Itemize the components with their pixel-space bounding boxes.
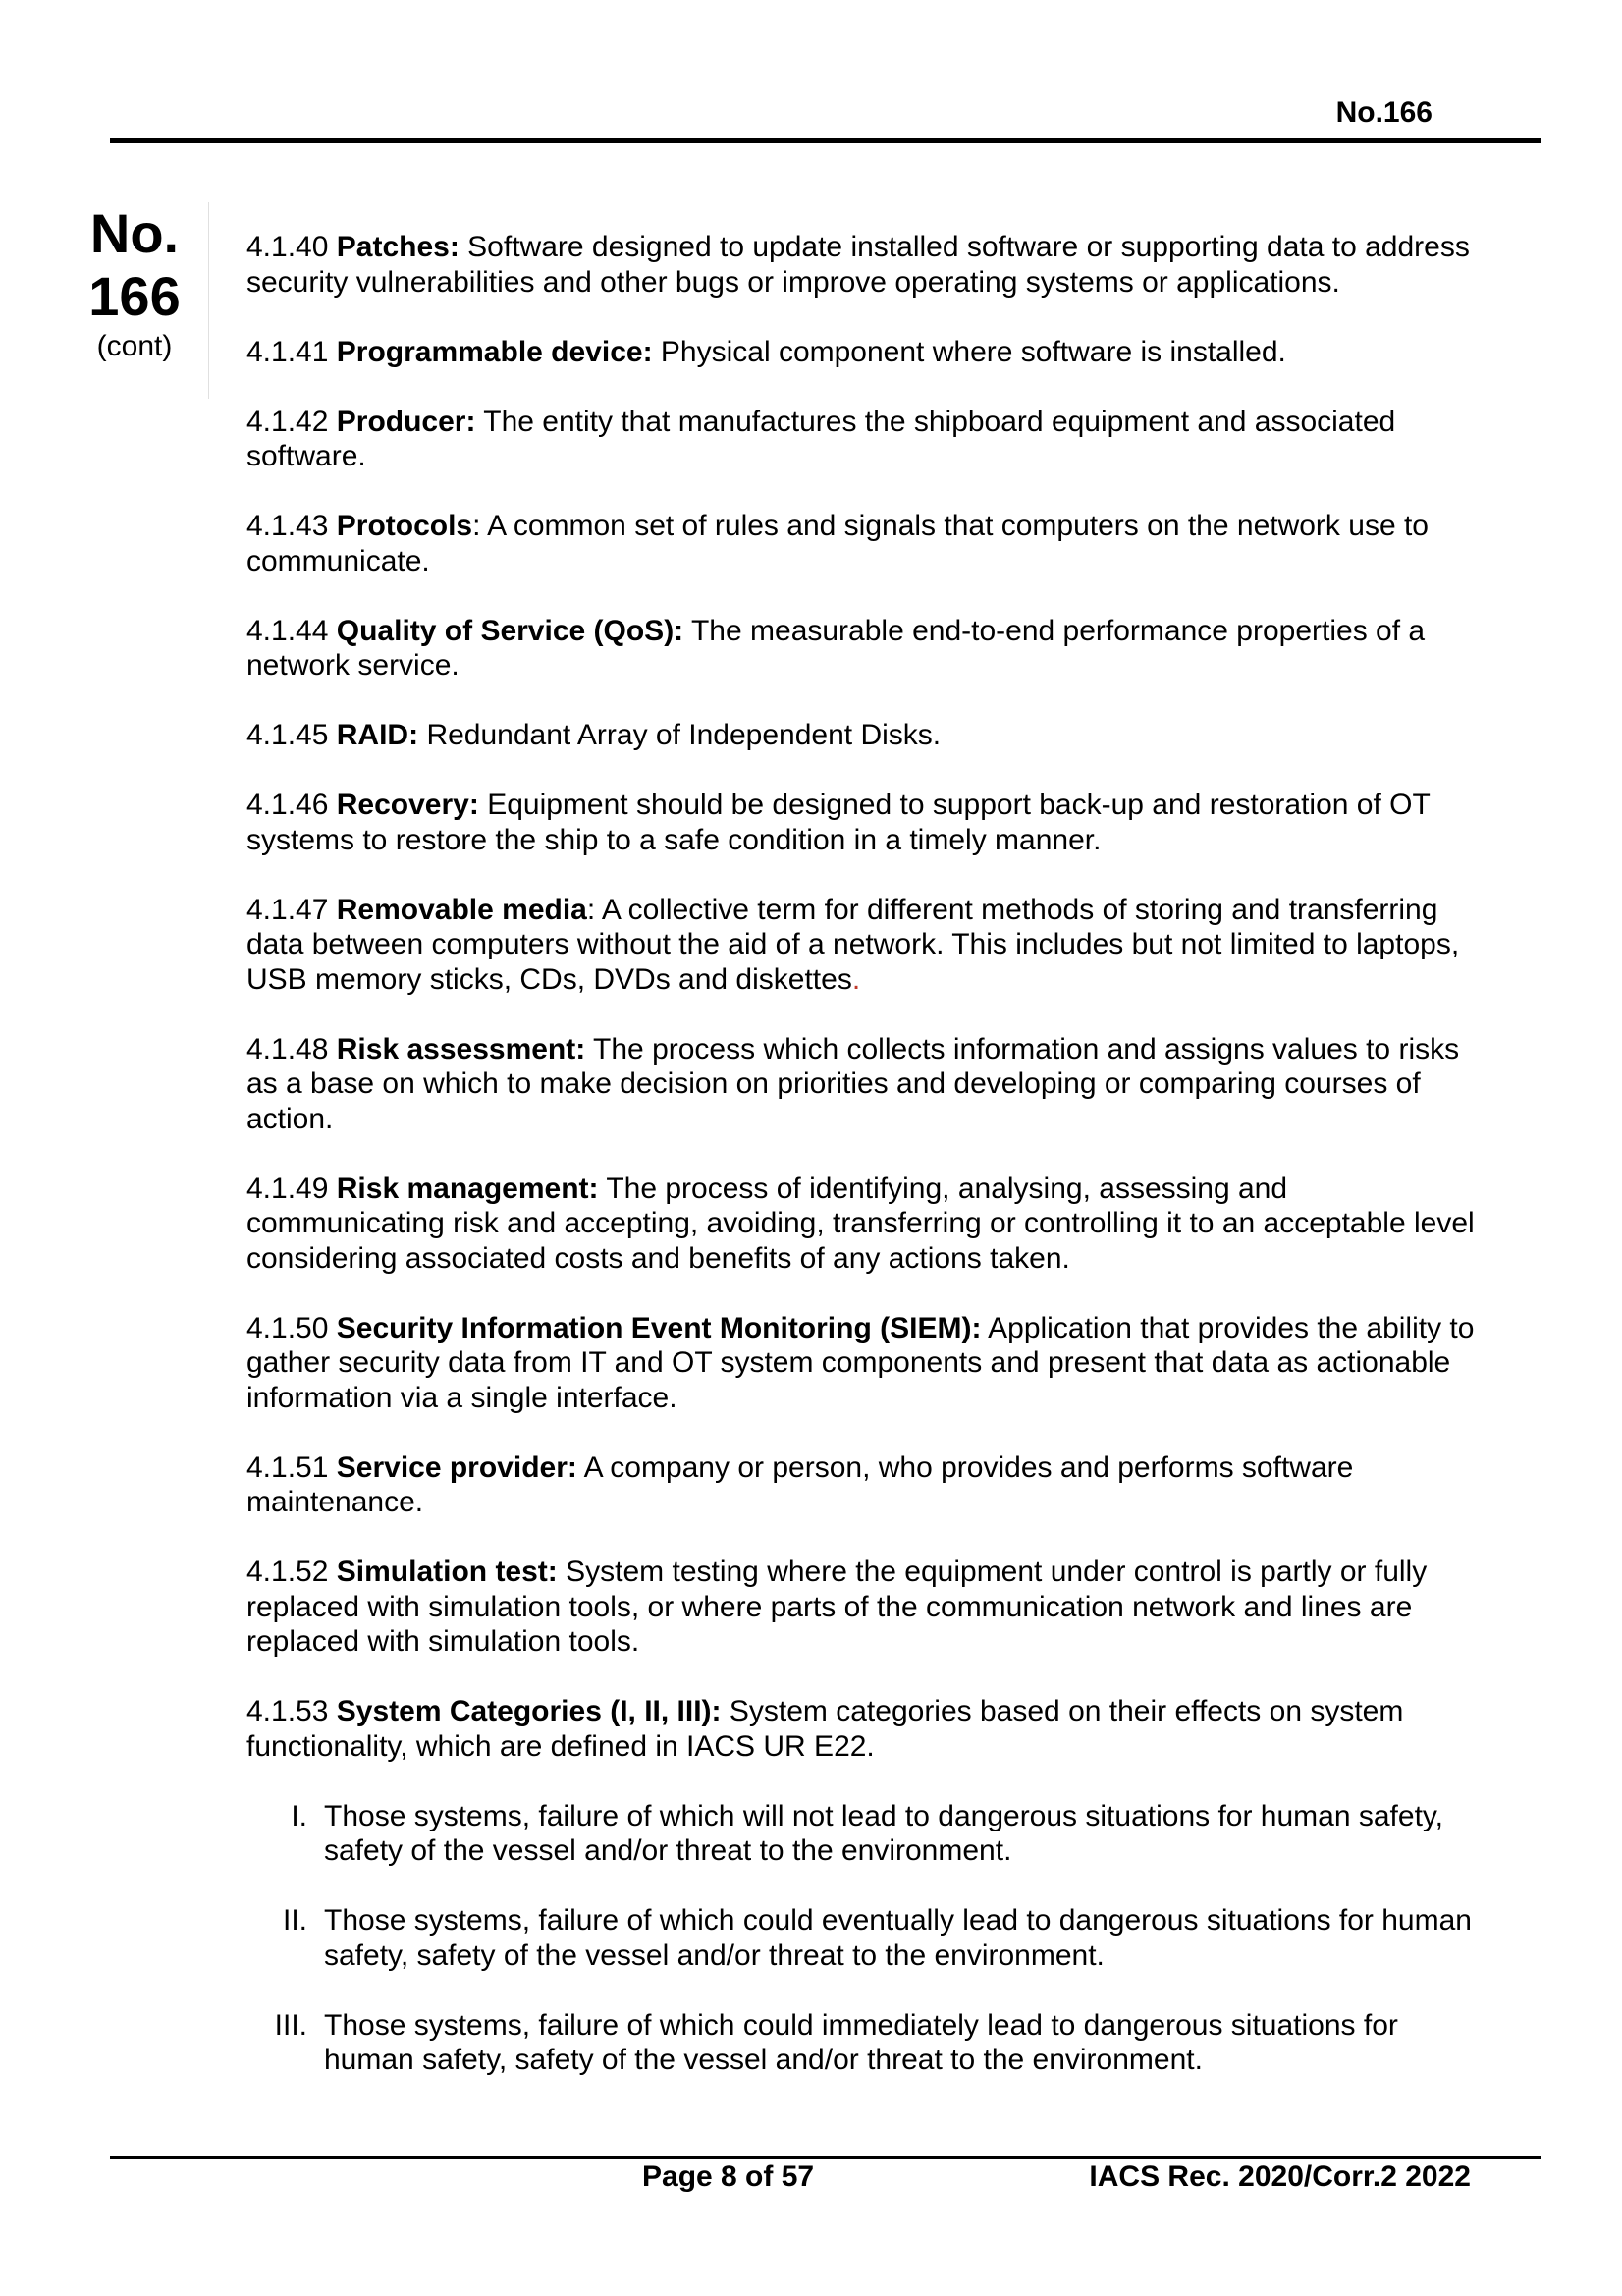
definition-4-1-41: 4.1.41 Programmable device: Physical component where software is installed. [246,335,1286,368]
list-item: I. Those systems, failure of which will not lead to dangerous situations for human safety, safety of the vessel and/or threat to the environment. [291,1799,1444,1867]
footer-rule [110,2156,1541,2159]
header-doc-number: No.166 [1335,96,1433,129]
footer-page-number: Page 8 of 57 [642,2160,815,2193]
sidebar-divider [208,202,209,399]
sidebar-number: 166 [88,265,181,327]
header-rule [110,138,1541,143]
definition-4-1-42: 4.1.42 Producer: The entity that manufactures the shipboard equipment and associated software. [246,405,1396,472]
definition-4-1-43: 4.1.43 Protocols: A common set of rules and signals that computers on the network use to communicate. [246,510,1429,577]
definition-4-1-48: 4.1.48 Risk assessment: The process which collects information and assigns values to risks as a base on which to make decision on priorities and developing or comparing courses of action. [246,1032,1460,1135]
footer-reference: IACS Rec. 2020/Corr.2 2022 [1089,2160,1471,2193]
document-body [246,230,1493,2112]
sidebar-no: No. [89,202,180,264]
definition-4-1-40: 4.1.40 Patches: Software designed to update installed software or supporting data to address security vulnerabilities and other bugs or improve operating systems or applications. [246,231,1470,299]
list-item: III. Those systems, failure of which could immediately lead to dangerous situations for human safety, safety of the vessel and/or threat to the environment. [274,2008,1398,2076]
list-item: II. Those systems, failure of which could eventually lead to dangerous situations for human safety, safety of the vessel and/or threat to the environment. [282,1904,1472,1972]
definition-4-1-45: 4.1.45 RAID: Redundant Array of Independent Disks. [246,719,942,751]
definition-4-1-44: 4.1.44 Quality of Service (QoS): The measurable end-to-end performance properties of a network service. [246,614,1426,682]
definition-4-1-50: 4.1.50 Security Information Event Monitoring (SIEM): Application that provides the ability to gather security data from IT and OT system components and present that data as actionable information via a single interface. [246,1311,1475,1414]
definition-4-1-49: 4.1.49 Risk management: The process of identifying, analysing, assessing and communicating risk and accepting, avoiding, transferring or controlling it to an acceptable level considering associated costs and benefits of any actions taken. [246,1172,1475,1275]
system-categories-list [246,1799,1493,2078]
definition-4-1-47: 4.1.47 Removable media: A collective term for different methods of storing and transferring data between computers without the aid of a network. This includes but not limited to laptops, USB memory sticks, CDs, DVDs and diskettes. [246,893,1460,996]
sidebar-label [81,202,189,363]
definition-4-1-46: 4.1.46 Recovery: Equipment should be designed to support back-up and restoration of OT systems to restore the ship to a safe condition in a timely manner. [246,789,1431,856]
definition-4-1-51: 4.1.51 Service provider: A company or person, who provides and performs software maintenance. [246,1450,1354,1518]
definition-4-1-52: 4.1.52 Simulation test: System testing where the equipment under control is partly or fully replaced with simulation tools, or where parts of the communication network and lines are replaced with simulation tools. [246,1556,1428,1658]
definition-4-1-53: 4.1.53 System Categories (I, II, III): System categories based on their effects on system functionality, which are defined in IACS UR E22. [246,1695,1404,1763]
sidebar-cont: (cont) [96,330,173,362]
